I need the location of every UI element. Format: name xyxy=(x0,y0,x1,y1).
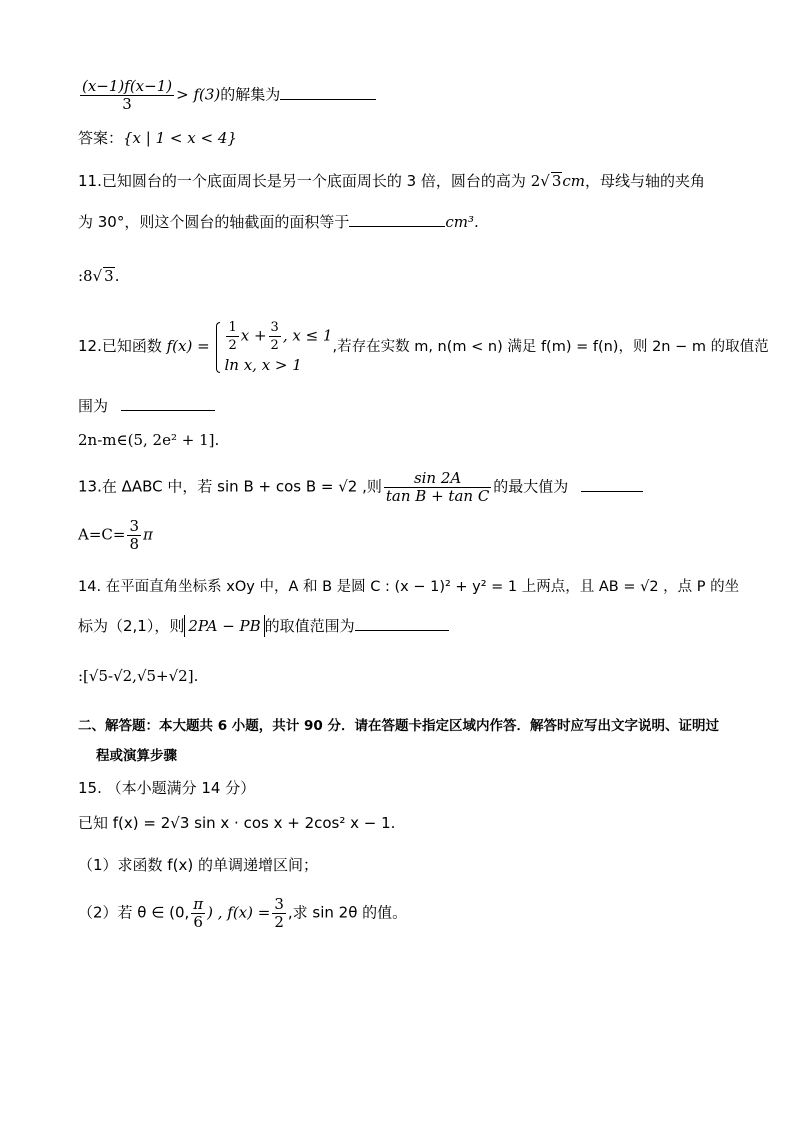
q11-text-a: 11.已知圆台的一个底面周长是另一个底面周长的 3 倍，圆台的高为 xyxy=(78,172,531,190)
q11-answer-blank xyxy=(349,212,445,227)
q12-answer-interval: (5, 2e² + 1] xyxy=(127,431,215,449)
q14-text-b: 标为（2,1），则 xyxy=(78,617,185,635)
section-title-line-2: 程或演算步骤 xyxy=(96,748,177,764)
q11-height-radicand: 3 xyxy=(551,172,562,190)
q15-part-1: （1）求函数 f(x) 的单调递增区间； xyxy=(78,856,318,874)
q12-answer-line: 2n-m∈(5, 2e² + 1]. xyxy=(78,431,220,449)
q13-text-a: 13.在 ΔABC 中，若 sin B + cos B = √2 ,则 xyxy=(78,477,382,496)
q10-answer-value: {x | 1 < x < 4} xyxy=(123,129,237,147)
q13-text-b: 的最大值为 xyxy=(493,477,569,496)
q14-text-a: 14. 在平面直角坐标系 xOy 中，A 和 B 是圆 C : (x − 1)² + y² = 1 上两点，且 AB = √2 ，点 P 的坐 xyxy=(78,579,740,595)
q15-part-2: （2）若 θ ∈ (0, $\frac{\pi}{6}$ ) , f(x) = $\frac{3}{2}$ ,求 sin 2θ 的值。 xyxy=(78,895,408,931)
q13-line xyxy=(78,470,643,505)
q10-inequality-line xyxy=(78,78,376,113)
q12-case-1: $\frac{1}{2}$ x + $\frac{3}{2}$ , x ≤ 1 xyxy=(228,319,333,353)
q10-text: 的解集为 xyxy=(220,85,281,104)
q12-text-b: ,若存在实数 m, n(m < n) 满足 f(m) = f(n)，则 2n − m 的取值范 xyxy=(332,339,769,355)
q11-text-c: 为 30°，则这个圆台的轴截面的面积等于 xyxy=(78,213,350,231)
q11-line-1: 11.已知圆台的一个底面周长是另一个底面周长的 3 倍，圆台的高为 2√ 3cm，母线与轴的夹角 xyxy=(78,172,706,190)
q12-answer-blank xyxy=(121,396,215,411)
q14-abs-expression: 2PA − PB xyxy=(184,615,264,637)
q10-rhs: > f(3) xyxy=(176,85,221,104)
q12-case-2: ln x, x > 1 xyxy=(224,355,302,374)
q14-line-2 xyxy=(78,615,449,637)
q11-answer-line: :8√ 3. xyxy=(78,267,120,285)
q10-answer-blank xyxy=(280,85,376,100)
q14-answer: :[√5-√2,√5+√2]. xyxy=(78,667,199,685)
q12-text-c: 围为 xyxy=(78,397,109,415)
q14-answer-blank xyxy=(355,616,449,631)
q10-answer-line xyxy=(78,128,237,148)
q10-fraction: $\frac{(x-1)f(x-1)}{3}$ xyxy=(82,77,173,113)
q11-text-b: ，母线与轴的夹角 xyxy=(585,172,706,190)
q11-unit: cm³. xyxy=(445,213,479,231)
q12-line-1: 12.已知函数 f(x) = $\frac{1}{2}$ x + $\frac{3}{2}$ , x ≤ 1 ln x, x > 1 ,若存在实数 m, n(m < n) 满足 f(m) = f(n)，则 2n − m 的取值范 xyxy=(78,319,769,374)
q15-header: 15. （本小题满分 14 分） xyxy=(78,779,256,797)
q13-fraction: $\frac{\sin 2A}{\text{tan B + tan C}}$ xyxy=(385,469,490,505)
q13-answer-line: A=C= $\frac{3}{8}$ π xyxy=(78,517,153,553)
q15-given: 已知 f(x) = 2√3 sin x · cos x + 2cos² x − 1. xyxy=(78,814,396,832)
q11-line-2 xyxy=(78,212,479,232)
q14-text-c: 的取值范围为 xyxy=(264,617,355,635)
q10-answer-label: 答案： xyxy=(78,129,124,147)
q13-answer-blank xyxy=(581,477,643,492)
q14-line-1 xyxy=(78,576,739,597)
q12-line-2 xyxy=(78,396,215,416)
q12-text-a: 12.已知函数 xyxy=(78,337,167,355)
q14-answer-line xyxy=(78,666,198,686)
q12-piecewise xyxy=(214,319,332,376)
section-title-line-1: 二、解答题：本大题共 6 小题，共计 90 分．请在答题卡指定区域内作答．解答时应写出文字说明、证明过 xyxy=(78,718,719,734)
